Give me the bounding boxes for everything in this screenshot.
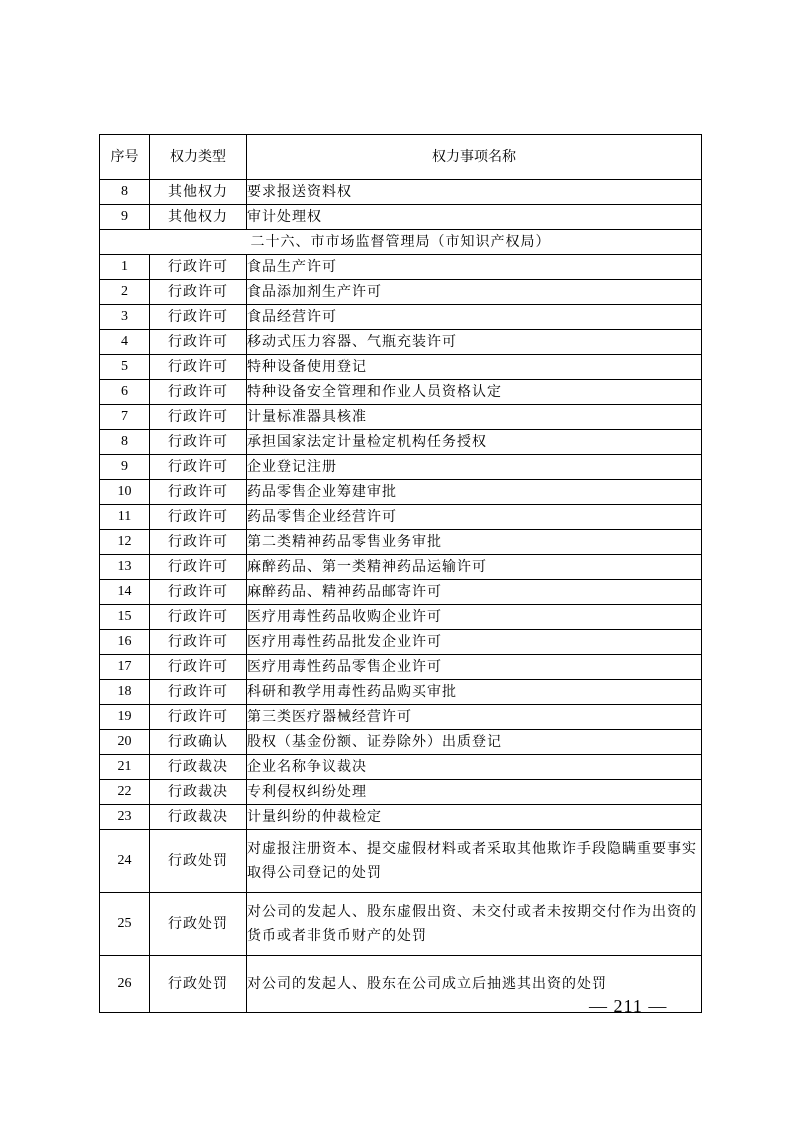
row-power-type: 行政许可 xyxy=(150,605,247,630)
table-row xyxy=(100,480,702,505)
row-number: 24 xyxy=(100,830,150,893)
row-power-type: 其他权力 xyxy=(150,180,247,205)
row-power-type: 行政许可 xyxy=(150,280,247,305)
row-power-type: 行政裁决 xyxy=(150,805,247,830)
row-number: 9 xyxy=(100,205,150,230)
table-row xyxy=(100,280,702,305)
row-power-type: 行政许可 xyxy=(150,630,247,655)
row-number: 1 xyxy=(100,255,150,280)
row-power-type: 行政许可 xyxy=(150,705,247,730)
row-number: 15 xyxy=(100,605,150,630)
row-item-name: 对公司的发起人、股东虚假出资、未交付或者未按期交付作为出资的货币或者非货币财产的处罚 xyxy=(247,893,702,956)
row-item-name: 麻醉药品、精神药品邮寄许可 xyxy=(247,580,702,605)
header-power-type: 权力类型 xyxy=(150,135,247,180)
row-number: 11 xyxy=(100,505,150,530)
table-row xyxy=(100,255,702,280)
row-item-name: 特种设备安全管理和作业人员资格认定 xyxy=(247,380,702,405)
row-item-name: 审计处理权 xyxy=(247,205,702,230)
row-power-type: 行政许可 xyxy=(150,380,247,405)
row-number: 25 xyxy=(100,893,150,956)
row-item-name: 企业名称争议裁决 xyxy=(247,755,702,780)
row-item-name: 食品生产许可 xyxy=(247,255,702,280)
row-item-name: 计量纠纷的仲裁检定 xyxy=(247,805,702,830)
row-item-name: 计量标准器具核准 xyxy=(247,405,702,430)
row-power-type: 其他权力 xyxy=(150,205,247,230)
row-number: 10 xyxy=(100,480,150,505)
row-number: 17 xyxy=(100,655,150,680)
row-power-type: 行政处罚 xyxy=(150,830,247,893)
row-number: 22 xyxy=(100,780,150,805)
row-power-type: 行政裁决 xyxy=(150,755,247,780)
table-row xyxy=(100,430,702,455)
row-power-type: 行政许可 xyxy=(150,305,247,330)
table-row xyxy=(100,530,702,555)
row-number: 4 xyxy=(100,330,150,355)
row-item-name: 承担国家法定计量检定机构任务授权 xyxy=(247,430,702,455)
row-item-name: 药品零售企业筹建审批 xyxy=(247,480,702,505)
row-number: 6 xyxy=(100,380,150,405)
row-number: 12 xyxy=(100,530,150,555)
row-item-name: 食品经营许可 xyxy=(247,305,702,330)
row-number: 8 xyxy=(100,180,150,205)
page-number: — 211 — xyxy=(589,996,668,1016)
row-power-type: 行政处罚 xyxy=(150,893,247,956)
row-number: 16 xyxy=(100,630,150,655)
power-list-body xyxy=(100,135,702,1013)
row-number: 26 xyxy=(100,956,150,1013)
table-row xyxy=(100,655,702,680)
table-row xyxy=(100,730,702,755)
row-item-name: 股权（基金份额、证券除外）出质登记 xyxy=(247,730,702,755)
table-row xyxy=(100,755,702,780)
table-row xyxy=(100,305,702,330)
row-item-name: 第二类精神药品零售业务审批 xyxy=(247,530,702,555)
row-item-name: 对虚报注册资本、提交虚假材料或者采取其他欺诈手段隐瞒重要事实取得公司登记的处罚 xyxy=(247,830,702,893)
section-title-row xyxy=(100,230,702,255)
row-item-name: 医疗用毒性药品批发企业许可 xyxy=(247,630,702,655)
table-row xyxy=(100,380,702,405)
row-number: 20 xyxy=(100,730,150,755)
table-row xyxy=(100,505,702,530)
row-power-type: 行政许可 xyxy=(150,480,247,505)
row-power-type: 行政许可 xyxy=(150,405,247,430)
table-row xyxy=(100,330,702,355)
row-number: 2 xyxy=(100,280,150,305)
row-power-type: 行政裁决 xyxy=(150,780,247,805)
table-row xyxy=(100,455,702,480)
header-power-item-name: 权力事项名称 xyxy=(247,135,702,180)
table-row xyxy=(100,830,702,893)
row-item-name: 药品零售企业经营许可 xyxy=(247,505,702,530)
row-number: 21 xyxy=(100,755,150,780)
row-item-name: 医疗用毒性药品收购企业许可 xyxy=(247,605,702,630)
row-item-name: 第三类医疗器械经营许可 xyxy=(247,705,702,730)
row-number: 14 xyxy=(100,580,150,605)
row-item-name: 医疗用毒性药品零售企业许可 xyxy=(247,655,702,680)
table-row xyxy=(100,555,702,580)
row-item-name: 要求报送资料权 xyxy=(247,180,702,205)
table-row xyxy=(100,580,702,605)
row-number: 7 xyxy=(100,405,150,430)
table-row xyxy=(100,180,702,205)
row-item-name: 企业登记注册 xyxy=(247,455,702,480)
row-number: 23 xyxy=(100,805,150,830)
row-power-type: 行政许可 xyxy=(150,530,247,555)
row-power-type: 行政许可 xyxy=(150,580,247,605)
row-power-type: 行政许可 xyxy=(150,680,247,705)
row-number: 13 xyxy=(100,555,150,580)
power-list-table xyxy=(99,134,702,1013)
row-number: 8 xyxy=(100,430,150,455)
row-item-name: 移动式压力容器、气瓶充装许可 xyxy=(247,330,702,355)
table-row xyxy=(100,893,702,956)
row-number: 9 xyxy=(100,455,150,480)
table-row xyxy=(100,605,702,630)
row-power-type: 行政处罚 xyxy=(150,956,247,1013)
row-number: 18 xyxy=(100,680,150,705)
row-item-name: 对公司的发起人、股东在公司成立后抽逃其出资的处罚 xyxy=(247,956,702,1013)
table-row xyxy=(100,205,702,230)
table-row xyxy=(100,780,702,805)
row-power-type: 行政许可 xyxy=(150,430,247,455)
row-power-type: 行政许可 xyxy=(150,330,247,355)
table-row xyxy=(100,630,702,655)
row-item-name: 食品添加剂生产许可 xyxy=(247,280,702,305)
row-power-type: 行政许可 xyxy=(150,555,247,580)
table-row xyxy=(100,680,702,705)
row-power-type: 行政确认 xyxy=(150,730,247,755)
table-row xyxy=(100,355,702,380)
table-row xyxy=(100,405,702,430)
row-power-type: 行政许可 xyxy=(150,505,247,530)
section-title: 二十六、市市场监督管理局（市知识产权局） xyxy=(100,230,702,255)
row-number: 5 xyxy=(100,355,150,380)
row-number: 3 xyxy=(100,305,150,330)
row-item-name: 科研和教学用毒性药品购买审批 xyxy=(247,680,702,705)
row-power-type: 行政许可 xyxy=(150,455,247,480)
row-item-name: 专利侵权纠纷处理 xyxy=(247,780,702,805)
table-header-row xyxy=(100,135,702,180)
table-row xyxy=(100,705,702,730)
table-row xyxy=(100,805,702,830)
row-number: 19 xyxy=(100,705,150,730)
row-item-name: 麻醉药品、第一类精神药品运输许可 xyxy=(247,555,702,580)
row-power-type: 行政许可 xyxy=(150,355,247,380)
header-serial-number: 序号 xyxy=(100,135,150,180)
row-item-name: 特种设备使用登记 xyxy=(247,355,702,380)
row-power-type: 行政许可 xyxy=(150,255,247,280)
row-power-type: 行政许可 xyxy=(150,655,247,680)
